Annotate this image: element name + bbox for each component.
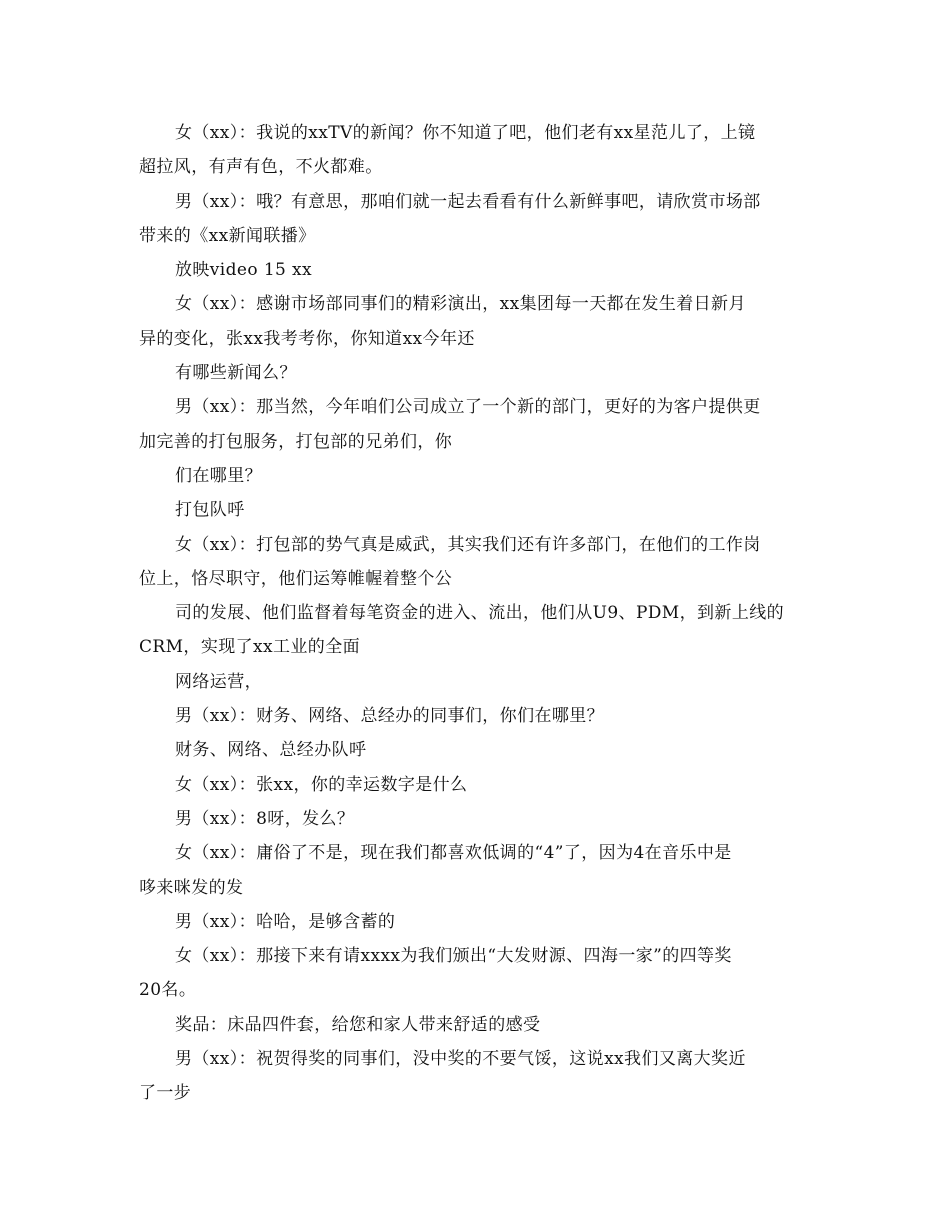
text-line: 财务、网络、总经办队呼 <box>175 740 367 761</box>
text-line: 们在哪里？ <box>175 465 262 486</box>
text-line: 了一步 <box>139 1083 192 1104</box>
text-line: 有哪些新闻么？ <box>175 363 297 384</box>
text-line: 打包队呼 <box>175 500 245 521</box>
text-line: 司的发展、他们监督着每笔资金的进入、流出，他们从U9、PDM，到新上线的 <box>175 603 785 624</box>
text-line: 男（xx）：那当然，今年咱们公司成立了一个新的部门，更好的为客户提供更 <box>175 397 761 418</box>
text-line: 女（xx）：张xx，你的幸运数字是什么 <box>175 774 468 795</box>
text-line: 女（xx）：那接下来有请xxxx为我们颁出“大发财源、四海一家”的四等奖 <box>175 946 732 967</box>
text-line: 异的变化，张xx我考考你，你知道xx今年还 <box>139 328 475 349</box>
text-line: 位上，恪尽职守，他们运筹帷幄着整个公 <box>139 568 453 589</box>
text-line: 女（xx）：打包部的势气真是威武，其实我们还有许多部门，在他们的工作岗 <box>175 534 761 555</box>
text-line: 男（xx）：8呀，发么？ <box>175 808 355 829</box>
text-line: 男（xx）：哦？有意思，那咱们就一起去看看有什么新鲜事吧，请欣赏市场部 <box>175 191 761 212</box>
text-line: 20名。 <box>139 980 197 1001</box>
text-line: 女（xx）：我说的xxTV的新闻？你不知道了吧，他们老有xx星范儿了，上镜 <box>175 123 756 143</box>
text-line: 带来的《xx新闻联播》 <box>139 225 316 246</box>
text-line: 超拉风，有声有色，不火都难。 <box>139 157 383 178</box>
text-line: CRM，实现了xx工业的全面 <box>139 637 360 658</box>
text-line: 男（xx）：祝贺得奖的同事们，没中奖的不要气馁，这说xx我们又离大奖近 <box>175 1049 746 1070</box>
text-line: 哆来咪发的发 <box>139 877 244 898</box>
text-line: 加完善的打包服务，打包部的兄弟们，你 <box>139 431 453 452</box>
text-line: 放映video 15 xx <box>175 260 313 281</box>
text-line: 男（xx）：哈哈，是够含蓄的 <box>175 911 396 932</box>
text-line: 奖品：床品四件套，给您和家人带来舒适的感受 <box>175 1014 541 1035</box>
document-body <box>139 116 814 1111</box>
text-line: 女（xx）：感谢市场部同事们的精彩演出，xx集团每一天都在发生着日新月 <box>175 294 746 315</box>
text-line: 女（xx）：庸俗了不是，现在我们都喜欢低调的“4”了，因为4在音乐中是 <box>175 843 732 864</box>
text-line: 男（xx）：财务、网络、总经办的同事们，你们在哪里？ <box>175 706 605 727</box>
text-line: 网络运营， <box>175 671 262 692</box>
